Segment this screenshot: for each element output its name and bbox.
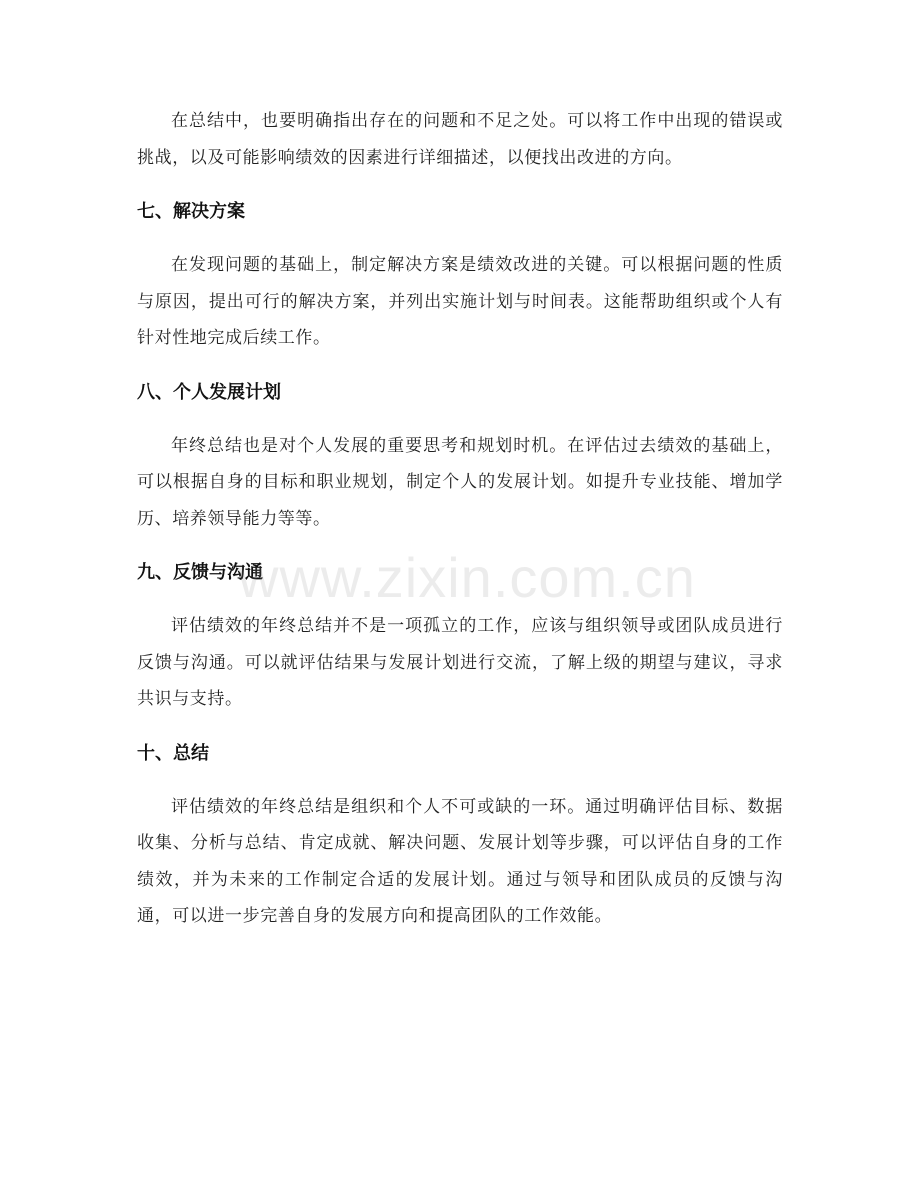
document-body: [137, 103, 783, 935]
paragraph-problems: 在总结中，也要明确指出存在的问题和不足之处。可以将工作中出现的错误或挑战，以及可能影响绩效的因素进行详细描述，以便找出改进的方向。: [137, 111, 783, 168]
spacer: [137, 176, 783, 199]
spacer: [137, 357, 783, 380]
spacer: [137, 406, 783, 428]
heading-solutions: 七、解决方案: [137, 201, 245, 222]
spacer: [137, 767, 783, 789]
heading-personal-development: 八、个人发展计划: [137, 381, 281, 403]
watermark-text: www.zixin.com.cn: [238, 546, 696, 609]
spacer: [137, 537, 783, 560]
paragraph-summary: 评估绩效的年终总结是组织和个人不可或缺的一环。通过明确评估目标、数据收集、分析与总结、肯定成就、解决问题、发展计划等步骤，可以评估自身的工作绩效，并为未来的工作制定合适的发展计划。通过与领导和团队成员的反馈与沟通，可以进一步完善自身的发展方向和提高团队的工作效能。: [137, 796, 783, 926]
heading-summary: 十、总结: [137, 742, 209, 764]
paragraph-feedback: 评估绩效的年终总结并不是一项孤立的工作，应该与组织领导或团队成员进行反馈与沟通。可以就评估结果与发展计划进行交流，了解上级的期望与建议，寻求共识与支持。: [137, 616, 783, 709]
paragraph-personal-development: 年终总结也是对个人发展的重要思考和规划时机。在评估过去绩效的基础上，可以根据自身的目标和职业规划，制定个人的发展计划。如提升专业技能、增加学历、培养领导能力等等。: [137, 435, 783, 529]
spacer: [137, 586, 783, 608]
spacer: [137, 225, 783, 247]
heading-feedback: 九、反馈与沟通: [137, 562, 263, 583]
spacer: [137, 718, 783, 741]
paragraph-solutions: 在发现问题的基础上，制定解决方案是绩效改进的关键。可以根据问题的性质与原因，提出可行的解决方案，并列出实施计划与时间表。这能帮助组织或个人有针对性地完成后续工作。: [137, 255, 783, 348]
